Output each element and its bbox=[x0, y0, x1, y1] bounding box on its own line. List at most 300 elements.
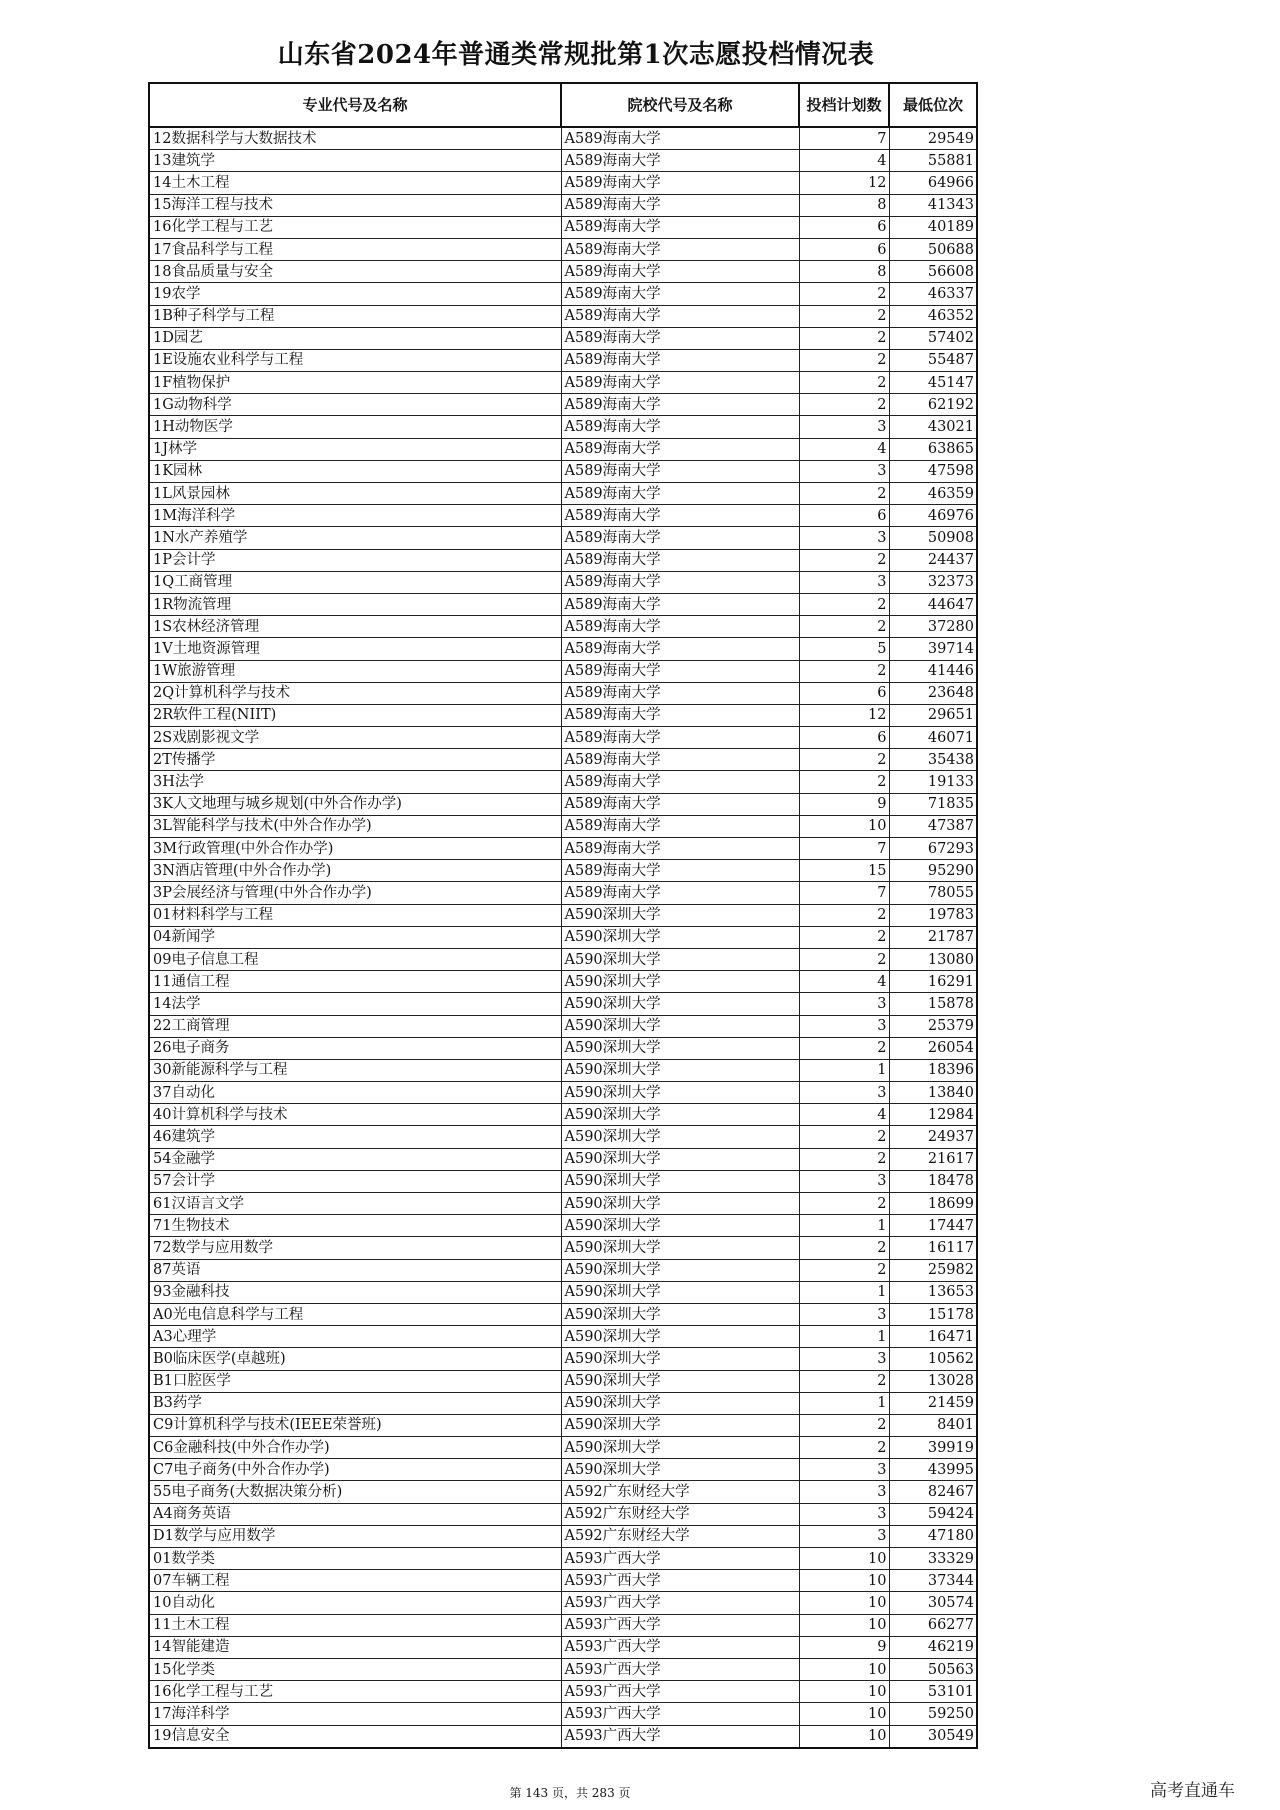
plan-cell: 10 bbox=[799, 1658, 889, 1680]
school-cell: A590深圳大学 bbox=[561, 1215, 799, 1237]
rank-cell: 82467 bbox=[889, 1481, 977, 1503]
plan-cell: 2 bbox=[799, 327, 889, 349]
plan-cell: 7 bbox=[799, 882, 889, 904]
rank-cell: 66277 bbox=[889, 1614, 977, 1636]
table-row bbox=[149, 305, 977, 327]
plan-cell: 3 bbox=[799, 416, 889, 438]
major-cell: 16化学工程与工艺 bbox=[149, 216, 561, 238]
plan-cell: 1 bbox=[799, 1326, 889, 1348]
major-cell: 19信息安全 bbox=[149, 1725, 561, 1748]
brand-watermark: 高考直通车 bbox=[1150, 1781, 1235, 1801]
table-row bbox=[149, 1059, 977, 1081]
plan-cell: 6 bbox=[799, 216, 889, 238]
major-cell: 1H动物医学 bbox=[149, 416, 561, 438]
table-row bbox=[149, 1570, 977, 1592]
table-row bbox=[149, 1437, 977, 1459]
rank-cell: 15878 bbox=[889, 993, 977, 1015]
major-cell: 22工商管理 bbox=[149, 1015, 561, 1037]
rank-cell: 24437 bbox=[889, 549, 977, 571]
major-cell: 10自动化 bbox=[149, 1592, 561, 1614]
rank-cell: 50688 bbox=[889, 238, 977, 260]
school-cell: A590深圳大学 bbox=[561, 1126, 799, 1148]
major-cell: C7电子商务(中外合作办学) bbox=[149, 1459, 561, 1481]
plan-cell: 2 bbox=[799, 926, 889, 948]
plan-cell: 2 bbox=[799, 749, 889, 771]
school-cell: A590深圳大学 bbox=[561, 1326, 799, 1348]
table-row bbox=[149, 1037, 977, 1059]
rank-cell: 12984 bbox=[889, 1104, 977, 1126]
plan-cell: 10 bbox=[799, 1548, 889, 1570]
major-cell: C6金融科技(中外合作办学) bbox=[149, 1437, 561, 1459]
plan-cell: 1 bbox=[799, 1281, 889, 1303]
major-cell: 14法学 bbox=[149, 993, 561, 1015]
rank-cell: 55487 bbox=[889, 349, 977, 371]
header-rank: 最低位次 bbox=[889, 83, 977, 127]
plan-cell: 2 bbox=[799, 394, 889, 416]
rank-cell: 59424 bbox=[889, 1503, 977, 1525]
major-cell: 54金融学 bbox=[149, 1148, 561, 1170]
rank-cell: 16471 bbox=[889, 1326, 977, 1348]
table-row bbox=[149, 1215, 977, 1237]
major-cell: A3心理学 bbox=[149, 1326, 561, 1348]
table-row bbox=[149, 948, 977, 970]
school-cell: A589海南大学 bbox=[561, 704, 799, 726]
rank-cell: 16291 bbox=[889, 971, 977, 993]
school-cell: A589海南大学 bbox=[561, 372, 799, 394]
table-row bbox=[149, 926, 977, 948]
plan-cell: 2 bbox=[799, 1259, 889, 1281]
rank-cell: 18396 bbox=[889, 1059, 977, 1081]
major-cell: 3P会展经济与管理(中外合作办学) bbox=[149, 882, 561, 904]
table-row bbox=[149, 1281, 977, 1303]
rank-cell: 29651 bbox=[889, 704, 977, 726]
school-cell: A593广西大学 bbox=[561, 1592, 799, 1614]
plan-cell: 4 bbox=[799, 438, 889, 460]
plan-cell: 2 bbox=[799, 904, 889, 926]
rank-cell: 21459 bbox=[889, 1392, 977, 1414]
plan-cell: 3 bbox=[799, 1481, 889, 1503]
school-cell: A590深圳大学 bbox=[561, 1281, 799, 1303]
school-cell: A589海南大学 bbox=[561, 238, 799, 260]
plan-cell: 1 bbox=[799, 1059, 889, 1081]
school-cell: A589海南大学 bbox=[561, 860, 799, 882]
table-row bbox=[149, 771, 977, 793]
rank-cell: 33329 bbox=[889, 1548, 977, 1570]
plan-cell: 8 bbox=[799, 194, 889, 216]
table-row bbox=[149, 283, 977, 305]
header-school: 院校代号及名称 bbox=[561, 83, 799, 127]
rank-cell: 46352 bbox=[889, 305, 977, 327]
plan-cell: 8 bbox=[799, 261, 889, 283]
table-row bbox=[149, 1259, 977, 1281]
plan-cell: 6 bbox=[799, 727, 889, 749]
major-cell: 1P会计学 bbox=[149, 549, 561, 571]
rank-cell: 39714 bbox=[889, 638, 977, 660]
plan-cell: 1 bbox=[799, 1215, 889, 1237]
school-cell: A590深圳大学 bbox=[561, 1303, 799, 1325]
major-cell: 61汉语言文学 bbox=[149, 1193, 561, 1215]
rank-cell: 21787 bbox=[889, 926, 977, 948]
plan-cell: 3 bbox=[799, 1082, 889, 1104]
major-cell: 14智能建造 bbox=[149, 1636, 561, 1658]
major-cell: A4商务英语 bbox=[149, 1503, 561, 1525]
table-row bbox=[149, 1148, 977, 1170]
major-cell: 11土木工程 bbox=[149, 1614, 561, 1636]
school-cell: A590深圳大学 bbox=[561, 1392, 799, 1414]
school-cell: A593广西大学 bbox=[561, 1703, 799, 1725]
table-row bbox=[149, 593, 977, 615]
major-cell: 1R物流管理 bbox=[149, 593, 561, 615]
major-cell: 16化学工程与工艺 bbox=[149, 1681, 561, 1703]
school-cell: A589海南大学 bbox=[561, 460, 799, 482]
table-body bbox=[149, 127, 977, 1748]
plan-cell: 9 bbox=[799, 1636, 889, 1658]
plan-cell: 2 bbox=[799, 1037, 889, 1059]
rank-cell: 46337 bbox=[889, 283, 977, 305]
school-cell: A590深圳大学 bbox=[561, 1015, 799, 1037]
table-row bbox=[149, 1481, 977, 1503]
major-cell: 3L智能科学与技术(中外合作办学) bbox=[149, 815, 561, 837]
rank-cell: 46071 bbox=[889, 727, 977, 749]
school-cell: A589海南大学 bbox=[561, 638, 799, 660]
school-cell: A589海南大学 bbox=[561, 416, 799, 438]
school-cell: A590深圳大学 bbox=[561, 904, 799, 926]
plan-cell: 2 bbox=[799, 283, 889, 305]
rank-cell: 45147 bbox=[889, 372, 977, 394]
table-row bbox=[149, 416, 977, 438]
school-cell: A589海南大学 bbox=[561, 327, 799, 349]
major-cell: 09电子信息工程 bbox=[149, 948, 561, 970]
school-cell: A589海南大学 bbox=[561, 660, 799, 682]
plan-cell: 2 bbox=[799, 1126, 889, 1148]
table-row bbox=[149, 1548, 977, 1570]
major-cell: 1F植物保护 bbox=[149, 372, 561, 394]
table-row bbox=[149, 1126, 977, 1148]
plan-cell: 3 bbox=[799, 1525, 889, 1547]
school-cell: A590深圳大学 bbox=[561, 1059, 799, 1081]
major-cell: 11通信工程 bbox=[149, 971, 561, 993]
rank-cell: 56608 bbox=[889, 261, 977, 283]
table-row bbox=[149, 1525, 977, 1547]
table-row bbox=[149, 1015, 977, 1037]
rank-cell: 57402 bbox=[889, 327, 977, 349]
rank-cell: 63865 bbox=[889, 438, 977, 460]
rank-cell: 24937 bbox=[889, 1126, 977, 1148]
school-cell: A589海南大学 bbox=[561, 305, 799, 327]
school-cell: A592广东财经大学 bbox=[561, 1525, 799, 1547]
school-cell: A589海南大学 bbox=[561, 261, 799, 283]
table-row bbox=[149, 1459, 977, 1481]
plan-cell: 12 bbox=[799, 704, 889, 726]
rank-cell: 71835 bbox=[889, 793, 977, 815]
table-row bbox=[149, 616, 977, 638]
plan-cell: 3 bbox=[799, 1348, 889, 1370]
rank-cell: 50563 bbox=[889, 1658, 977, 1680]
major-cell: 3H法学 bbox=[149, 771, 561, 793]
rank-cell: 30574 bbox=[889, 1592, 977, 1614]
rank-cell: 23648 bbox=[889, 682, 977, 704]
plan-cell: 3 bbox=[799, 1503, 889, 1525]
rank-cell: 43021 bbox=[889, 416, 977, 438]
major-cell: 26电子商务 bbox=[149, 1037, 561, 1059]
table-row bbox=[149, 1237, 977, 1259]
table-row bbox=[149, 971, 977, 993]
plan-cell: 2 bbox=[799, 1370, 889, 1392]
school-cell: A589海南大学 bbox=[561, 793, 799, 815]
school-cell: A590深圳大学 bbox=[561, 948, 799, 970]
header-major: 专业代号及名称 bbox=[149, 83, 561, 127]
plan-cell: 6 bbox=[799, 238, 889, 260]
major-cell: A0光电信息科学与工程 bbox=[149, 1303, 561, 1325]
table-row bbox=[149, 1725, 977, 1748]
rank-cell: 47598 bbox=[889, 460, 977, 482]
rank-cell: 46359 bbox=[889, 483, 977, 505]
school-cell: A593广西大学 bbox=[561, 1658, 799, 1680]
table-row bbox=[149, 483, 977, 505]
school-cell: A590深圳大学 bbox=[561, 1259, 799, 1281]
plan-cell: 2 bbox=[799, 660, 889, 682]
school-cell: A590深圳大学 bbox=[561, 1082, 799, 1104]
school-cell: A590深圳大学 bbox=[561, 1193, 799, 1215]
major-cell: B0临床医学(卓越班) bbox=[149, 1348, 561, 1370]
major-cell: 1G动物科学 bbox=[149, 394, 561, 416]
plan-cell: 12 bbox=[799, 172, 889, 194]
rank-cell: 18699 bbox=[889, 1193, 977, 1215]
major-cell: 2R软件工程(NIIT) bbox=[149, 704, 561, 726]
school-cell: A590深圳大学 bbox=[561, 1370, 799, 1392]
plan-cell: 7 bbox=[799, 838, 889, 860]
table-row bbox=[149, 194, 977, 216]
school-cell: A589海南大学 bbox=[561, 194, 799, 216]
plan-cell: 9 bbox=[799, 793, 889, 815]
rank-cell: 47387 bbox=[889, 815, 977, 837]
plan-cell: 15 bbox=[799, 860, 889, 882]
rank-cell: 21617 bbox=[889, 1148, 977, 1170]
table-row bbox=[149, 1414, 977, 1436]
major-cell: 1N水产养殖学 bbox=[149, 527, 561, 549]
major-cell: 1S农林经济管理 bbox=[149, 616, 561, 638]
school-cell: A590深圳大学 bbox=[561, 1348, 799, 1370]
major-cell: C9计算机科学与技术(IEEE荣誉班) bbox=[149, 1414, 561, 1436]
major-cell: 15海洋工程与技术 bbox=[149, 194, 561, 216]
table-row bbox=[149, 904, 977, 926]
rank-cell: 41343 bbox=[889, 194, 977, 216]
table-row bbox=[149, 172, 977, 194]
major-cell: 3K人文地理与城乡规划(中外合作办学) bbox=[149, 793, 561, 815]
plan-cell: 10 bbox=[799, 815, 889, 837]
rank-cell: 18478 bbox=[889, 1170, 977, 1192]
plan-cell: 2 bbox=[799, 349, 889, 371]
school-cell: A593广西大学 bbox=[561, 1548, 799, 1570]
school-cell: A592广东财经大学 bbox=[561, 1481, 799, 1503]
major-cell: 1L风景园林 bbox=[149, 483, 561, 505]
major-cell: 30新能源科学与工程 bbox=[149, 1059, 561, 1081]
plan-cell: 7 bbox=[799, 127, 889, 150]
major-cell: 12数据科学与大数据技术 bbox=[149, 127, 561, 150]
rank-cell: 37280 bbox=[889, 616, 977, 638]
plan-cell: 3 bbox=[799, 993, 889, 1015]
table-row bbox=[149, 1392, 977, 1414]
plan-cell: 3 bbox=[799, 527, 889, 549]
school-cell: A590深圳大学 bbox=[561, 1237, 799, 1259]
school-cell: A589海南大学 bbox=[561, 593, 799, 615]
major-cell: 19农学 bbox=[149, 283, 561, 305]
school-cell: A589海南大学 bbox=[561, 571, 799, 593]
table-row bbox=[149, 327, 977, 349]
major-cell: 1J林学 bbox=[149, 438, 561, 460]
rank-cell: 16117 bbox=[889, 1237, 977, 1259]
plan-cell: 4 bbox=[799, 971, 889, 993]
table-header-row bbox=[149, 83, 977, 127]
table-row bbox=[149, 238, 977, 260]
table-row bbox=[149, 793, 977, 815]
school-cell: A589海南大学 bbox=[561, 505, 799, 527]
school-cell: A589海南大学 bbox=[561, 682, 799, 704]
major-cell: 18食品质量与安全 bbox=[149, 261, 561, 283]
school-cell: A590深圳大学 bbox=[561, 1170, 799, 1192]
rank-cell: 55881 bbox=[889, 150, 977, 172]
school-cell: A589海南大学 bbox=[561, 438, 799, 460]
plan-cell: 10 bbox=[799, 1592, 889, 1614]
school-cell: A589海南大学 bbox=[561, 127, 799, 150]
plan-cell: 6 bbox=[799, 682, 889, 704]
rank-cell: 26054 bbox=[889, 1037, 977, 1059]
major-cell: 1M海洋科学 bbox=[149, 505, 561, 527]
plan-cell: 2 bbox=[799, 305, 889, 327]
table-row bbox=[149, 838, 977, 860]
school-cell: A589海南大学 bbox=[561, 283, 799, 305]
table-row bbox=[149, 150, 977, 172]
school-cell: A590深圳大学 bbox=[561, 971, 799, 993]
table-row bbox=[149, 1370, 977, 1392]
school-cell: A590深圳大学 bbox=[561, 926, 799, 948]
plan-cell: 2 bbox=[799, 948, 889, 970]
rank-cell: 59250 bbox=[889, 1703, 977, 1725]
table-row bbox=[149, 1636, 977, 1658]
major-cell: 46建筑学 bbox=[149, 1126, 561, 1148]
rank-cell: 67293 bbox=[889, 838, 977, 860]
school-cell: A593广西大学 bbox=[561, 1614, 799, 1636]
rank-cell: 62192 bbox=[889, 394, 977, 416]
header-plan: 投档计划数 bbox=[799, 83, 889, 127]
school-cell: A589海南大学 bbox=[561, 349, 799, 371]
major-cell: 01材料科学与工程 bbox=[149, 904, 561, 926]
rank-cell: 47180 bbox=[889, 1525, 977, 1547]
major-cell: 55电子商务(大数据决策分析) bbox=[149, 1481, 561, 1503]
school-cell: A589海南大学 bbox=[561, 749, 799, 771]
school-cell: A590深圳大学 bbox=[561, 993, 799, 1015]
table-row bbox=[149, 1614, 977, 1636]
table-row bbox=[149, 660, 977, 682]
major-cell: 15化学类 bbox=[149, 1658, 561, 1680]
school-cell: A590深圳大学 bbox=[561, 1437, 799, 1459]
plan-cell: 2 bbox=[799, 593, 889, 615]
table-row bbox=[149, 1658, 977, 1680]
rank-cell: 39919 bbox=[889, 1437, 977, 1459]
page-title: 山东省2024年普通类常规批第1次志愿投档情况表 bbox=[277, 40, 875, 70]
table-row bbox=[149, 549, 977, 571]
plan-cell: 10 bbox=[799, 1681, 889, 1703]
major-cell: 1W旅游管理 bbox=[149, 660, 561, 682]
plan-cell: 3 bbox=[799, 1015, 889, 1037]
plan-cell: 4 bbox=[799, 150, 889, 172]
table-row bbox=[149, 127, 977, 150]
major-cell: 37自动化 bbox=[149, 1082, 561, 1104]
rank-cell: 50908 bbox=[889, 527, 977, 549]
plan-cell: 10 bbox=[799, 1703, 889, 1725]
rank-cell: 37344 bbox=[889, 1570, 977, 1592]
major-cell: 3M行政管理(中外合作办学) bbox=[149, 838, 561, 860]
rank-cell: 43995 bbox=[889, 1459, 977, 1481]
school-cell: A589海南大学 bbox=[561, 882, 799, 904]
plan-cell: 2 bbox=[799, 1414, 889, 1436]
school-cell: A590深圳大学 bbox=[561, 1414, 799, 1436]
major-cell: 17食品科学与工程 bbox=[149, 238, 561, 260]
rank-cell: 30549 bbox=[889, 1725, 977, 1748]
rank-cell: 19783 bbox=[889, 904, 977, 926]
rank-cell: 32373 bbox=[889, 571, 977, 593]
major-cell: 3N酒店管理(中外合作办学) bbox=[149, 860, 561, 882]
major-cell: 1E设施农业科学与工程 bbox=[149, 349, 561, 371]
table-row bbox=[149, 727, 977, 749]
school-cell: A590深圳大学 bbox=[561, 1037, 799, 1059]
school-cell: A589海南大学 bbox=[561, 216, 799, 238]
major-cell: 14土木工程 bbox=[149, 172, 561, 194]
rank-cell: 95290 bbox=[889, 860, 977, 882]
admission-table bbox=[148, 82, 978, 1749]
school-cell: A589海南大学 bbox=[561, 549, 799, 571]
table-row bbox=[149, 1303, 977, 1325]
plan-cell: 3 bbox=[799, 1170, 889, 1192]
major-cell: 1Q工商管理 bbox=[149, 571, 561, 593]
plan-cell: 10 bbox=[799, 1725, 889, 1748]
table-row bbox=[149, 349, 977, 371]
major-cell: 1K园林 bbox=[149, 460, 561, 482]
rank-cell: 13653 bbox=[889, 1281, 977, 1303]
major-cell: B1口腔医学 bbox=[149, 1370, 561, 1392]
rank-cell: 46219 bbox=[889, 1636, 977, 1658]
rank-cell: 41446 bbox=[889, 660, 977, 682]
table-row bbox=[149, 394, 977, 416]
rank-cell: 10562 bbox=[889, 1348, 977, 1370]
plan-cell: 2 bbox=[799, 372, 889, 394]
school-cell: A589海南大学 bbox=[561, 616, 799, 638]
table-row bbox=[149, 1592, 977, 1614]
table-row bbox=[149, 815, 977, 837]
table-row bbox=[149, 1082, 977, 1104]
major-cell: D1数学与应用数学 bbox=[149, 1525, 561, 1547]
school-cell: A589海南大学 bbox=[561, 838, 799, 860]
school-cell: A590深圳大学 bbox=[561, 1459, 799, 1481]
major-cell: 1B种子科学与工程 bbox=[149, 305, 561, 327]
school-cell: A589海南大学 bbox=[561, 815, 799, 837]
major-cell: 04新闻学 bbox=[149, 926, 561, 948]
plan-cell: 2 bbox=[799, 616, 889, 638]
table-row bbox=[149, 216, 977, 238]
table-row bbox=[149, 1503, 977, 1525]
school-cell: A589海南大学 bbox=[561, 172, 799, 194]
major-cell: 07车辆工程 bbox=[149, 1570, 561, 1592]
major-cell: 72数学与应用数学 bbox=[149, 1237, 561, 1259]
school-cell: A589海南大学 bbox=[561, 771, 799, 793]
major-cell: 1V土地资源管理 bbox=[149, 638, 561, 660]
school-cell: A593广西大学 bbox=[561, 1636, 799, 1658]
table-row bbox=[149, 1193, 977, 1215]
table-row bbox=[149, 372, 977, 394]
table-row bbox=[149, 438, 977, 460]
rank-cell: 15178 bbox=[889, 1303, 977, 1325]
plan-cell: 4 bbox=[799, 1104, 889, 1126]
